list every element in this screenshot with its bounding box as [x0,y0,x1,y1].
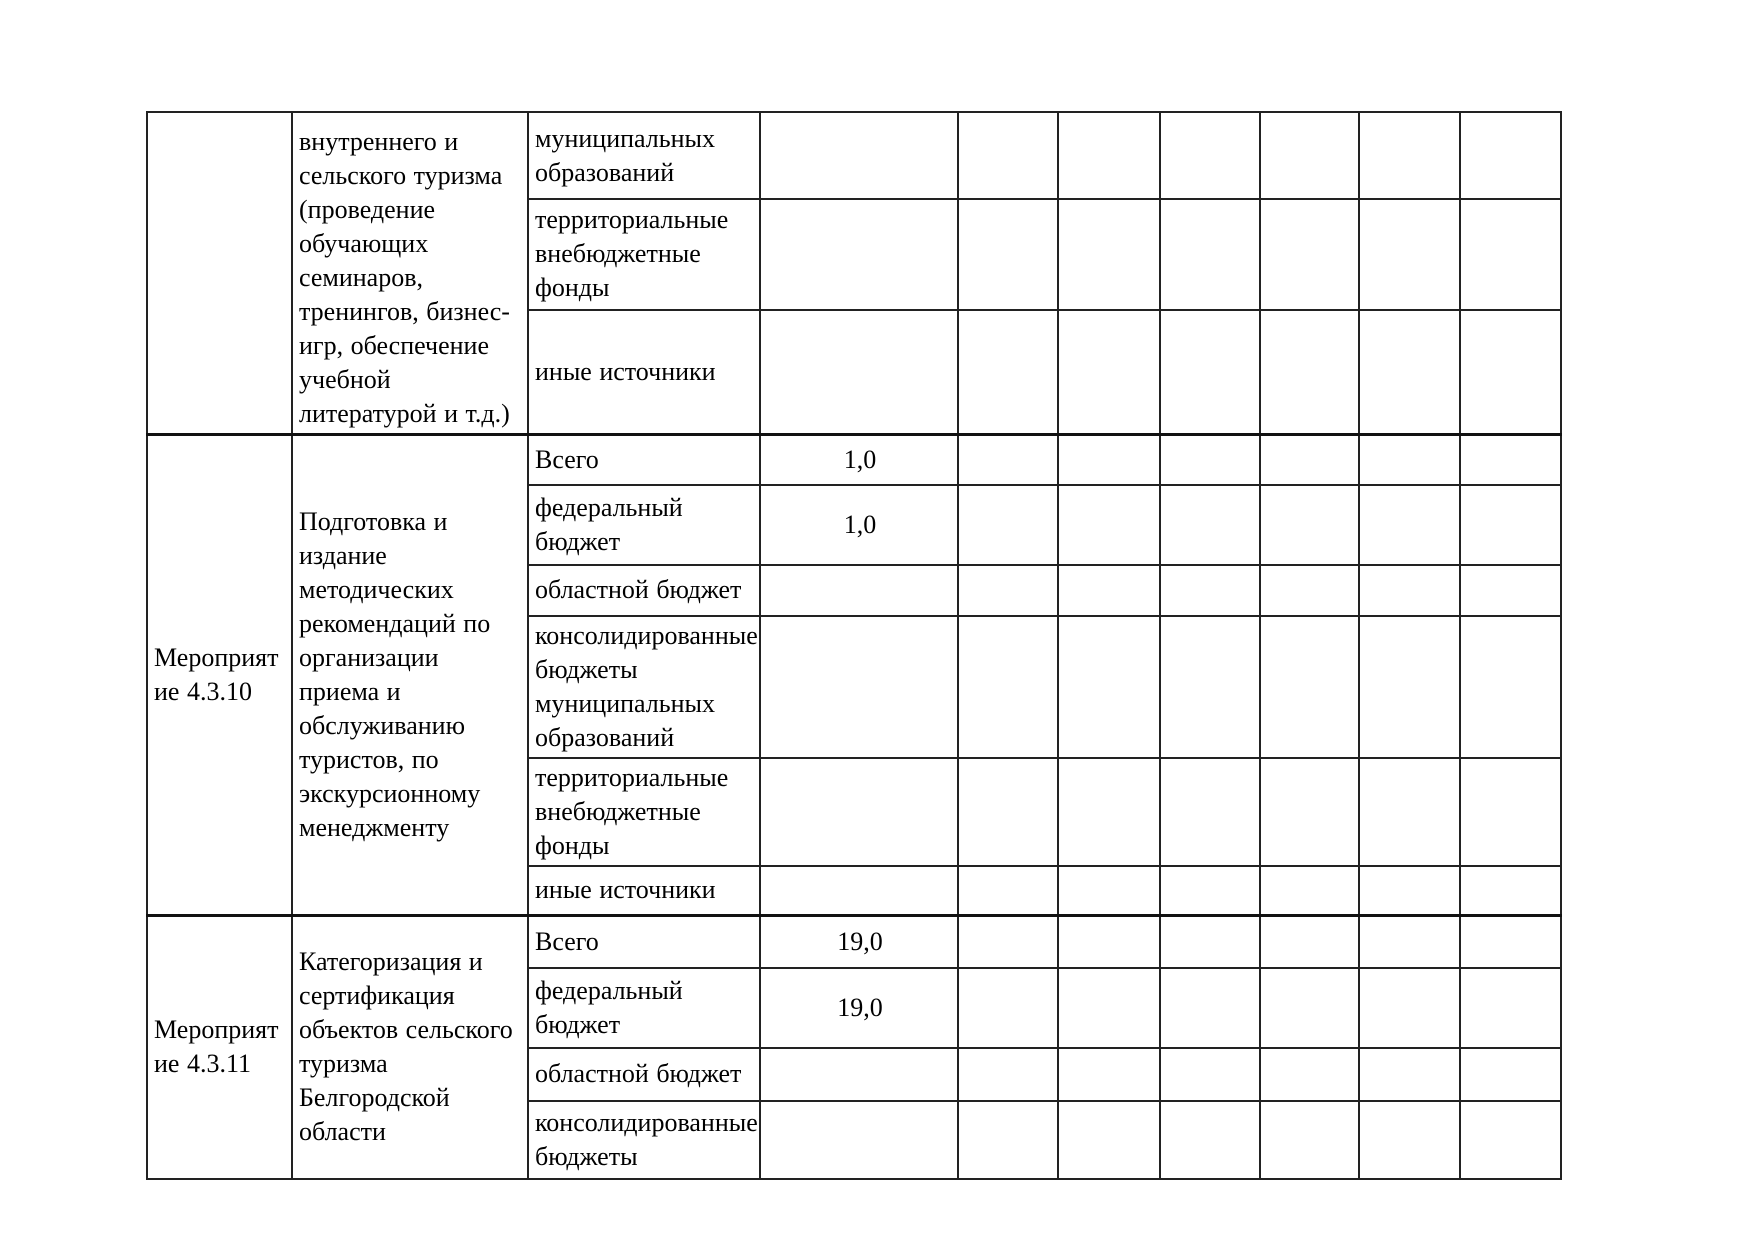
grid-cell [1160,1101,1260,1179]
grid-cell [1260,1048,1359,1101]
value-cell: 1,0 [760,485,958,565]
grid-cell [1260,485,1359,565]
grid-cell [1058,485,1160,565]
grid-cell [958,112,1058,199]
grid-cell [958,616,1058,758]
source-cell: территориальные внебюджетные фонды [528,199,760,310]
grid-cell [1460,485,1561,565]
grid-cell [1160,916,1260,968]
source-cell: консолидированные бюджеты муниципальных образований [528,616,760,758]
grid-cell [1160,199,1260,310]
grid-cell [1260,310,1359,435]
grid-cell [1359,916,1460,968]
grid-cell [1460,916,1561,968]
grid-cell [1058,112,1160,199]
value-cell [760,199,958,310]
source-cell: иные источники [528,310,760,435]
grid-cell [1359,616,1460,758]
source-cell: областной бюджет [528,565,760,616]
value-cell [760,616,958,758]
grid-cell [1460,1048,1561,1101]
grid-cell [1160,565,1260,616]
grid-cell [1058,616,1160,758]
grid-cell [958,968,1058,1048]
source-cell: Всего [528,916,760,968]
grid-cell [1359,565,1460,616]
grid-cell [958,758,1058,866]
grid-cell [958,485,1058,565]
grid-cell [1359,112,1460,199]
value-cell [760,866,958,916]
grid-cell [1260,916,1359,968]
grid-cell [1460,616,1561,758]
grid-cell [1260,1101,1359,1179]
source-cell: иные источники [528,866,760,916]
grid-cell [1460,435,1561,485]
grid-cell [1460,968,1561,1048]
activity-cell [147,112,292,435]
grid-cell [1160,112,1260,199]
grid-cell [1260,199,1359,310]
grid-cell [1058,1048,1160,1101]
grid-cell [1460,866,1561,916]
grid-cell [1359,866,1460,916]
grid-cell [958,866,1058,916]
source-cell: Всего [528,435,760,485]
grid-cell [1460,758,1561,866]
grid-cell [1460,310,1561,435]
grid-cell [1160,435,1260,485]
grid-cell [958,1101,1058,1179]
grid-cell [958,435,1058,485]
grid-cell [1160,310,1260,435]
grid-cell [1160,485,1260,565]
grid-cell [1260,435,1359,485]
value-cell [760,758,958,866]
value-cell [760,1101,958,1179]
grid-cell [1160,758,1260,866]
description-cell: Подготовка и издание методических рекомендаций по организации приема и обслуживанию туристов, по экскурсионному менеджменту [292,435,528,916]
grid-cell [1058,565,1160,616]
grid-cell [1160,968,1260,1048]
grid-cell [1058,310,1160,435]
value-cell [760,112,958,199]
grid-cell [1058,968,1160,1048]
activity-cell: Мероприятие 4.3.10 [147,435,292,916]
grid-cell [1058,866,1160,916]
grid-cell [1359,968,1460,1048]
value-cell [760,310,958,435]
grid-cell [1460,199,1561,310]
budget-table [146,111,1562,1180]
grid-cell [1160,616,1260,758]
source-cell: муниципальных образований [528,112,760,199]
grid-cell [1058,435,1160,485]
grid-cell [1359,758,1460,866]
value-cell [760,1048,958,1101]
value-cell: 19,0 [760,968,958,1048]
grid-cell [1359,310,1460,435]
grid-cell [1359,199,1460,310]
grid-cell [1460,565,1561,616]
value-cell: 19,0 [760,916,958,968]
table-row [147,916,1561,968]
description-cell: внутреннего и сельского туризма (проведение обучающих семинаров, тренингов, бизнес-игр, обеспечение учебной литературой и т.д.) [292,112,528,435]
value-cell: 1,0 [760,435,958,485]
table-row [147,112,1561,199]
grid-cell [1460,1101,1561,1179]
grid-cell [1359,1101,1460,1179]
grid-cell [1359,1048,1460,1101]
grid-cell [1160,1048,1260,1101]
grid-cell [958,916,1058,968]
grid-cell [958,310,1058,435]
grid-cell [1260,866,1359,916]
grid-cell [1260,758,1359,866]
grid-cell [1058,199,1160,310]
grid-cell [1260,968,1359,1048]
grid-cell [1260,565,1359,616]
grid-cell [1460,112,1561,199]
grid-cell [1359,435,1460,485]
grid-cell [1058,758,1160,866]
source-cell: консолидированные бюджеты [528,1101,760,1179]
table-row [147,435,1561,485]
grid-cell [958,565,1058,616]
grid-cell [958,199,1058,310]
grid-cell [1260,112,1359,199]
grid-cell [1359,485,1460,565]
description-cell: Категоризация и сертификация объектов сельского туризма Белгородской области [292,916,528,1179]
source-cell: федеральный бюджет [528,968,760,1048]
value-cell [760,565,958,616]
grid-cell [1058,916,1160,968]
source-cell: федеральный бюджет [528,485,760,565]
activity-cell: Мероприятие 4.3.11 [147,916,292,1179]
grid-cell [1160,866,1260,916]
source-cell: областной бюджет [528,1048,760,1101]
grid-cell [1058,1101,1160,1179]
grid-cell [1260,616,1359,758]
grid-cell [958,1048,1058,1101]
source-cell: территориальные внебюджетные фонды [528,758,760,866]
